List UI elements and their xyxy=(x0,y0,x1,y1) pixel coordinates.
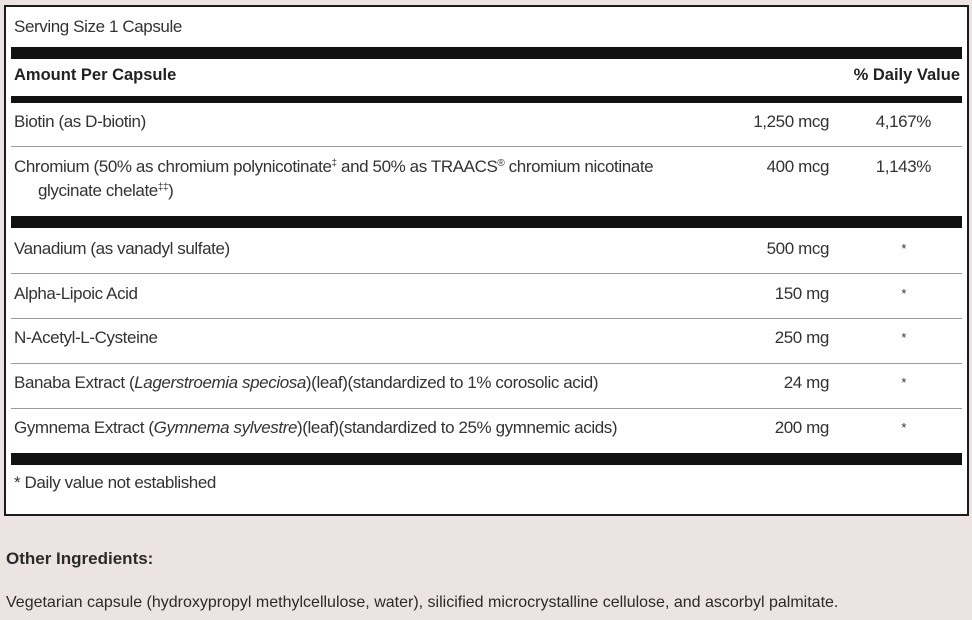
row-dv-chromium: 1,143% xyxy=(875,157,931,176)
row-amount-gymnema-extract: 200 mg xyxy=(774,418,829,437)
registered-mark: ® xyxy=(497,158,505,169)
row-name-banaba-extract xyxy=(14,371,714,395)
other-ingredients-text: Vegetarian capsule (hydroxypropyl methylcellulose, water), silicified microcrystalline cellulose, and ascorbyl palmitate. xyxy=(6,594,839,611)
chromium-text-2: and 50% as TRAACS xyxy=(336,157,498,176)
amount-per-capsule-header: Amount Per Capsule xyxy=(14,66,177,84)
header-divider xyxy=(11,96,962,103)
row-amount-banaba-extract: 24 mg xyxy=(783,373,829,392)
row-amount-biotin: 1,250 mcg xyxy=(753,112,829,131)
row-dv-alpha-lipoic-acid: * xyxy=(901,286,906,301)
row-name-n-acetyl-l-cysteine: N-Acetyl-L-Cysteine xyxy=(14,328,158,347)
row-dv-vanadium: * xyxy=(901,241,906,256)
row-name-vanadium: Vanadium (as vanadyl sulfate) xyxy=(14,239,230,258)
gymnema-text-pre: Gymnema Extract ( xyxy=(14,418,154,437)
row-dv-gymnema-extract: * xyxy=(901,420,906,435)
row-amount-alpha-lipoic-acid: 150 mg xyxy=(774,284,829,303)
row-amount-n-acetyl-l-cysteine: 250 mg xyxy=(774,328,829,347)
banaba-species: Lagerstroemia speciosa xyxy=(134,373,306,392)
row-amount-chromium: 400 mcg xyxy=(766,157,829,176)
row-name-biotin: Biotin (as D-biotin) xyxy=(14,112,146,131)
daily-value-header: % Daily Value xyxy=(853,66,960,84)
row-amount-vanadium: 500 mcg xyxy=(766,239,829,258)
thick-divider xyxy=(11,453,962,465)
daily-value-footnote: * Daily value not established xyxy=(14,473,216,492)
chromium-text-1: Chromium (50% as chromium polynicotinate xyxy=(14,157,332,176)
double-dagger-mark: ‡ xyxy=(331,158,337,169)
other-ingredients-label: Other Ingredients: xyxy=(6,549,154,568)
thick-divider xyxy=(11,216,962,228)
gymnema-species: Gymnema sylvestre xyxy=(153,418,298,437)
supplement-facts-panel xyxy=(4,5,969,516)
row-name-gymnema-extract xyxy=(14,416,714,440)
row-name-chromium xyxy=(14,155,714,203)
double-double-dagger-mark: ‡‡ xyxy=(157,182,169,193)
chromium-text-3: chromium nicotinate xyxy=(504,157,654,176)
banaba-text-pre: Banaba Extract ( xyxy=(14,373,135,392)
row-name-alpha-lipoic-acid: Alpha-Lipoic Acid xyxy=(14,284,138,303)
chromium-text-close: ) xyxy=(168,181,174,200)
chromium-text-line2: glycinate chelate xyxy=(38,181,158,200)
row-dv-biotin: 4,167% xyxy=(875,112,931,131)
row-dv-banaba-extract: * xyxy=(901,375,906,390)
row-divider xyxy=(11,146,962,147)
row-divider xyxy=(11,363,962,364)
serving-size: Serving Size 1 Capsule xyxy=(14,17,182,36)
row-divider xyxy=(11,408,962,409)
row-divider xyxy=(11,318,962,319)
row-divider xyxy=(11,273,962,274)
banaba-text-post: )(leaf)(standardized to 1% corosolic acid) xyxy=(305,373,599,392)
row-dv-n-acetyl-l-cysteine: * xyxy=(901,330,906,345)
thick-divider xyxy=(11,47,962,59)
gymnema-text-post: )(leaf)(standardized to 25% gymnemic acids) xyxy=(297,418,618,437)
